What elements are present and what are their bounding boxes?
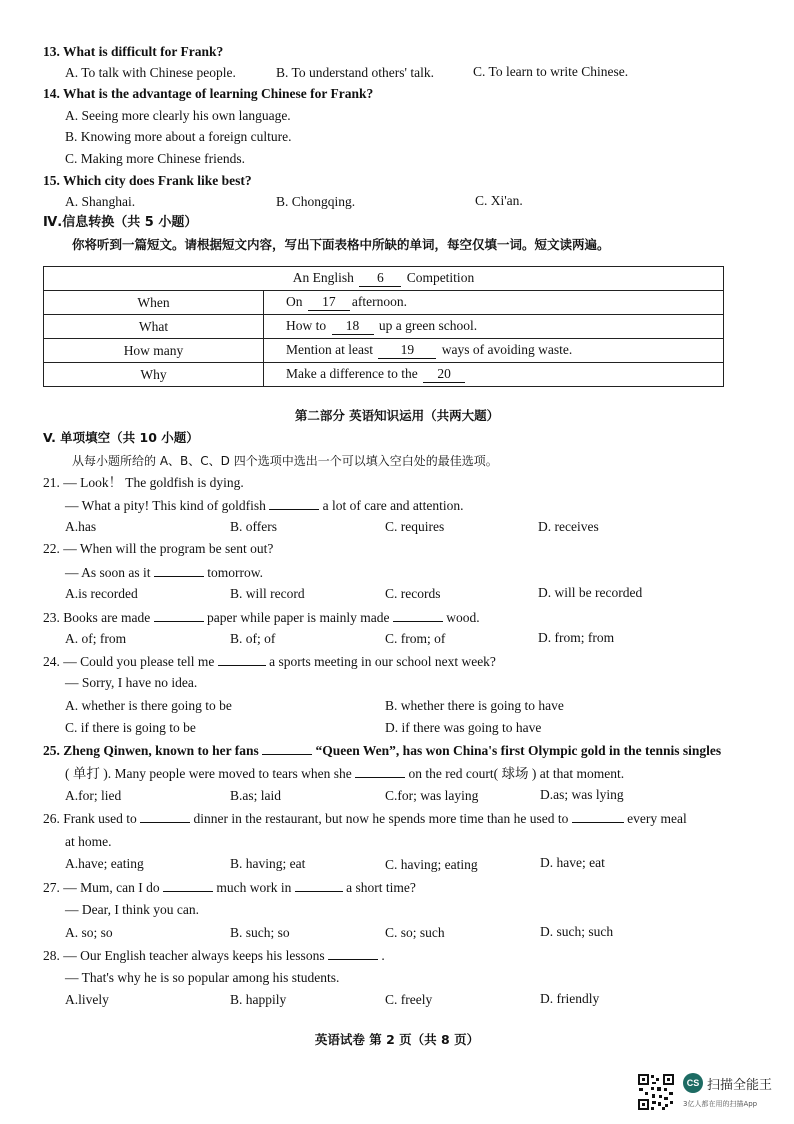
camscanner-tagline: 3亿人都在用的扫描App (683, 1100, 758, 1108)
q28-line-1 (43, 946, 385, 965)
q27-text-b: much work in (216, 880, 292, 895)
info-table-header-row (44, 267, 724, 291)
q21-text-b: a lot of care and attention. (322, 498, 464, 513)
q15-option-b: B. Chongqing. (276, 194, 356, 209)
q25-blank-1 (262, 741, 312, 755)
row-value-what (264, 315, 724, 339)
q21-option-a: A.has (65, 519, 97, 534)
blank-6: 6 (359, 270, 401, 287)
q14-option-b: B. Knowing more about a foreign culture. (65, 129, 292, 144)
question-14-stem: 14. What is the advantage of learning Chinese for Frank? (43, 86, 374, 101)
q22-line-2 (65, 563, 263, 582)
q22-text-b: tomorrow. (207, 565, 264, 580)
blank-17: 17 (308, 294, 350, 311)
q23-blank-1 (154, 608, 204, 622)
q23-option-c: C. from; of (385, 631, 446, 646)
q28-blank (328, 946, 378, 960)
row-key-what: What (44, 315, 264, 339)
q21-option-c: C. requires (385, 519, 445, 534)
section-4-instruction: 你将听到一篇短文。请根据短文内容，写出下面表格中所缺的单词，每空仅填一词。短文读两遍。 (72, 237, 610, 252)
q25-text-a: 25. Zheng Qinwen, known to her fans (43, 743, 259, 758)
q21-option-d: D. receives (538, 519, 599, 534)
q28-text-b: . (381, 948, 385, 963)
row-post: afternoon. (351, 294, 407, 309)
row-post: ways of avoiding waste. (441, 342, 573, 357)
q24-blank (218, 652, 266, 666)
q21-option-b: B. offers (230, 519, 277, 534)
q26-line-2: at home. (65, 834, 112, 849)
q23-option-a: A. of; from (65, 631, 127, 646)
q28-option-d: D. friendly (540, 991, 600, 1006)
question-13-stem: 13. What is difficult for Frank? (43, 44, 224, 59)
q22-text-a: — As soon as it (65, 565, 151, 580)
info-table-row (44, 363, 724, 387)
q25-text-b: “Queen Wen”, has won China's first Olympic gold in the tennis singles (315, 743, 722, 758)
q13-option-a: A. To talk with Chinese people. (65, 65, 236, 80)
row-pre: Mention at least (286, 342, 373, 357)
q28-option-a: A.lively (65, 992, 109, 1007)
q26-blank-2 (572, 809, 624, 823)
q15-option-c: C. Xi'an. (475, 193, 523, 208)
q25-line-1 (43, 741, 721, 760)
q25-option-d: D.as; was lying (540, 787, 624, 802)
q24-text-b: a sports meeting in our school next week? (269, 654, 496, 669)
q26-text-b: dinner in the restaurant, but now he spends more time than he used to (193, 811, 569, 826)
q26-option-c: C. having; eating (385, 857, 478, 872)
info-table (43, 266, 724, 387)
q21-text-a: — What a pity! This kind of goldfish (65, 498, 266, 513)
q22-option-a: A.is recorded (65, 586, 138, 601)
q21-line-1: 21. — Look！ The goldfish is dying. (43, 475, 244, 490)
q22-option-b: B. will record (230, 586, 305, 601)
q15-option-a: A. Shanghai. (65, 194, 136, 209)
row-key-how-many: How many (44, 339, 264, 363)
q28-text-a: 28. — Our English teacher always keeps his lessons (43, 948, 325, 963)
q25-text-c: ( 单打 ). Many people were moved to tears when she (65, 766, 352, 781)
q23-text-c: wood. (446, 610, 480, 625)
q24-option-b: B. whether there is going to have (385, 698, 564, 713)
q26-text-a: 26. Frank used to (43, 811, 137, 826)
question-15-stem: 15. Which city does Frank like best? (43, 173, 252, 188)
q26-option-a: A.have; eating (65, 856, 144, 871)
row-post: up a green school. (378, 318, 478, 333)
part-2-title: 第二部分 英语知识运用（共两大题） (294, 408, 500, 423)
q27-blank-1 (163, 878, 213, 892)
q23-option-b: B. of; of (230, 631, 276, 646)
q24-line-1 (43, 652, 496, 671)
q28-line-2: — That's why he is so popular among his students. (65, 970, 340, 985)
q14-option-c: C. Making more Chinese friends. (65, 151, 245, 166)
section-4-title: Ⅳ.信息转换（共 5 小题） (43, 215, 198, 230)
row-key-why: Why (44, 363, 264, 387)
q13-option-b: B. To understand others' talk. (276, 65, 434, 80)
row-key-when: When (44, 291, 264, 315)
q22-option-c: C. records (385, 586, 441, 601)
q13-option-c: C. To learn to write Chinese. (473, 64, 629, 79)
q25-text-d: on the red court( 球场 ) at that moment. (408, 766, 625, 781)
camscanner-name: 扫描全能王 (707, 1078, 773, 1093)
page-footer: 英语试卷 第 2 页（共 8 页） (314, 1032, 480, 1047)
row-pre: On (286, 294, 303, 309)
q25-option-c: C.for; was laying (385, 788, 479, 803)
q23-option-d: D. from; from (538, 630, 615, 645)
q22-option-d: D. will be recorded (538, 585, 643, 600)
q23-text-a: 23. Books are made (43, 610, 151, 625)
blank-19: 19 (378, 342, 436, 359)
info-table-row (44, 315, 724, 339)
q27-option-d: D. such; such (540, 924, 614, 939)
header-pre: An English (292, 270, 354, 285)
q25-blank-2 (355, 764, 405, 778)
row-pre: How to (286, 318, 327, 333)
info-table-row (44, 291, 724, 315)
q26-text-c: every meal (627, 811, 687, 826)
row-value-why (264, 363, 724, 387)
row-pre: Make a difference to the (286, 366, 418, 381)
camscanner-logo: CS (683, 1073, 703, 1093)
q27-option-c: C. so; such (385, 925, 445, 940)
q21-blank (269, 496, 319, 510)
q25-line-2 (65, 764, 624, 783)
row-value-how-many (264, 339, 724, 363)
q27-text-a: 27. — Mum, can I do (43, 880, 160, 895)
q28-option-c: C. freely (385, 992, 433, 1007)
q26-option-d: D. have; eat (540, 855, 605, 870)
q27-line-1 (43, 878, 416, 897)
q23-blank-2 (393, 608, 443, 622)
info-table-header (44, 267, 724, 291)
q27-option-b: B. such; so (230, 925, 290, 940)
q21-line-2 (65, 496, 464, 515)
header-post: Competition (406, 270, 475, 285)
q27-text-c: a short time? (346, 880, 416, 895)
q24-option-c: C. if there is going to be (65, 720, 196, 735)
row-value-when (264, 291, 724, 315)
section-5-title: V. 单项填空（共 10 小题） (43, 430, 199, 445)
q23-line-1 (43, 608, 480, 627)
q27-blank-2 (295, 878, 343, 892)
q27-line-2: — Dear, I think you can. (65, 902, 200, 917)
q26-blank-1 (140, 809, 190, 823)
q25-option-b: B.as; laid (230, 788, 281, 803)
q25-option-a: A.for; lied (65, 788, 122, 803)
q23-text-b: paper while paper is mainly made (206, 610, 390, 625)
blank-18: 18 (332, 318, 374, 335)
q24-option-d: D. if there was going to have (385, 720, 542, 735)
q24-option-a: A. whether is there going to be (65, 698, 232, 713)
qr-code-icon (637, 1073, 675, 1111)
q26-line-1 (43, 809, 687, 828)
q24-text-a: 24. — Could you please tell me (43, 654, 215, 669)
q22-line-1: 22. — When will the program be sent out? (43, 541, 274, 556)
q14-option-a: A. Seeing more clearly his own language. (65, 108, 291, 123)
q28-option-b: B. happily (230, 992, 287, 1007)
q27-option-a: A. so; so (65, 925, 113, 940)
q26-option-b: B. having; eat (230, 856, 306, 871)
blank-20: 20 (423, 366, 465, 383)
info-table-row (44, 339, 724, 363)
section-5-instruction: 从每小题所给的 A、B、C、D 四个选项中选出一个可以填入空白处的最佳选项。 (72, 454, 498, 468)
q22-blank (154, 563, 204, 577)
q24-line-2: — Sorry, I have no idea. (65, 675, 198, 690)
